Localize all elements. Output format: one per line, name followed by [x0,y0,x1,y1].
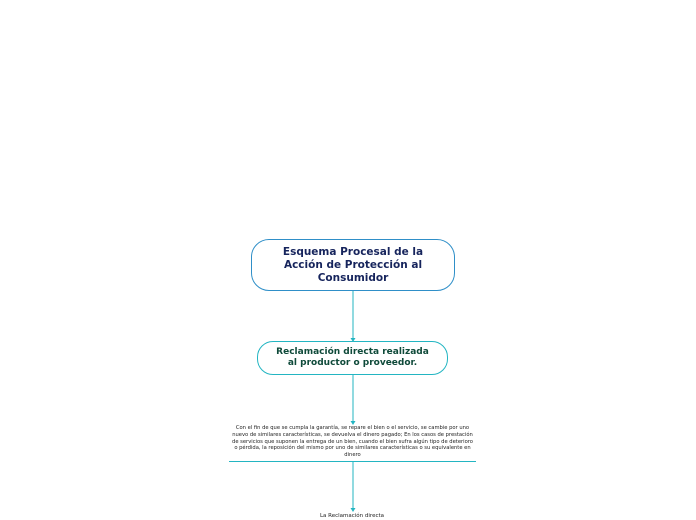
step-reclamacion-directa-node[interactable] [300,511,404,520]
step-garantia-underline [229,461,476,462]
step-reclamacion-node[interactable] [257,341,448,375]
step-reclamacion-directa-text: La Reclamación directa [319,512,385,519]
root-topic-node[interactable] [251,239,455,291]
root-topic-text: Esquema Procesal de la Acción de Protección al Consumidor [282,245,424,284]
step-reclamacion-text: Reclamación directa realizada al productor o proveedor. [276,347,429,368]
step-garantia-text: Con el fin de que se cumpla la garantía, se repare el bien o el servicio, se cambie por uno nuevo de similares características, se devuelva el dinero pagado; En los casos de prestación de servicios que suponen la entrega de un bien, cuando el bien sufra algún tipo de deterioro o pérdida, la reposición del mismo por uno de similares características o su equivalente en dinero [232,425,473,459]
step-garantia-node[interactable] [230,425,475,462]
